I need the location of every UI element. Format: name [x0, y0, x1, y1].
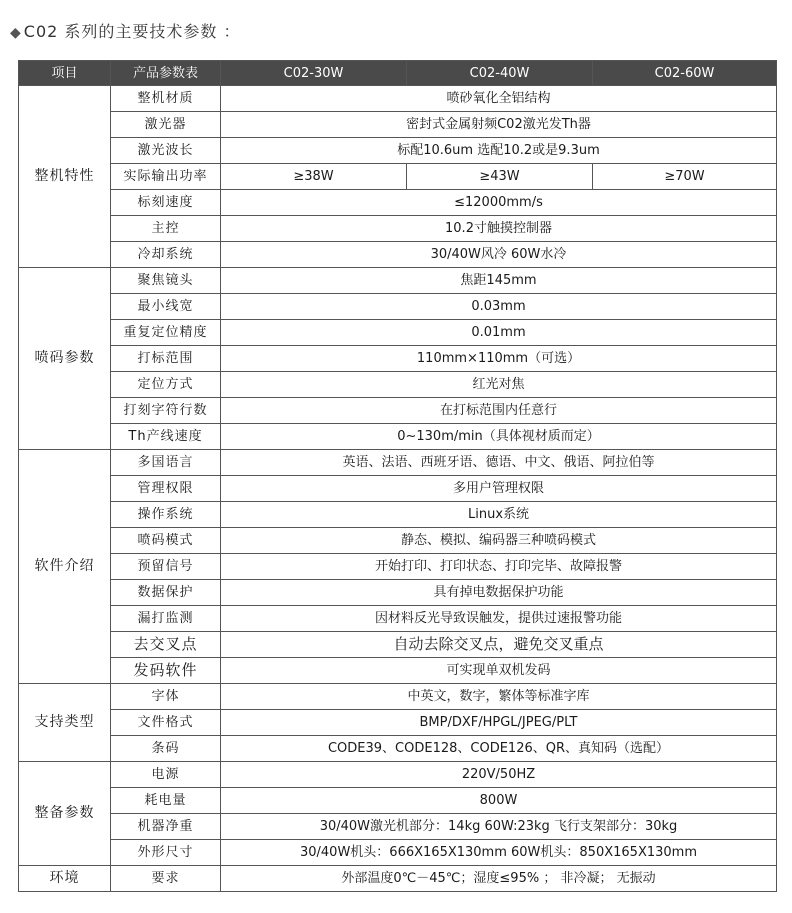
row-value: BMP/DXF/HPGL/JPEG/PLT — [221, 710, 777, 736]
row-value: 红光对焦 — [221, 372, 777, 398]
row-value: 密封式金属射频C02激光发Th器 — [221, 112, 777, 138]
row-label: 打标范围 — [111, 346, 221, 372]
row-value: 静态、模拟、编码器三种喷码模式 — [221, 528, 777, 554]
row-label: 聚焦镜头 — [111, 268, 221, 294]
row-value: 0~130m/min（具体视材质而定） — [221, 424, 777, 450]
row-value: 标配10.6um 选配10.2或是9.3um — [221, 138, 777, 164]
group-label: 支持类型 — [19, 684, 111, 762]
header-model-30w: C02-30W — [221, 61, 407, 86]
row-value: 英语、法语、西班牙语、德语、中文、俄语、阿拉伯等 — [221, 450, 777, 476]
title-text: C02 系列的主要技术参数 ： — [23, 22, 241, 41]
table-row — [19, 294, 777, 320]
group-label: 软件介绍 — [19, 450, 111, 684]
page-title — [10, 20, 241, 44]
row-value: 因材料反光导致误触发，提供过速报警功能 — [221, 606, 777, 632]
spec-table — [18, 60, 777, 892]
table-row — [19, 866, 777, 892]
row-value: 0.03mm — [221, 294, 777, 320]
table-row — [19, 528, 777, 554]
header-model-40w: C02-40W — [407, 61, 593, 86]
table-row — [19, 658, 777, 684]
row-label: 冷却系统 — [111, 242, 221, 268]
table-row — [19, 684, 777, 710]
table-row — [19, 112, 777, 138]
group-label: 整机特性 — [19, 86, 111, 268]
row-value: 外部温度0℃－45℃；湿度≤95% ； 非冷凝； 无振动 — [221, 866, 777, 892]
row-label: 字体 — [111, 684, 221, 710]
group-label: 喷码参数 — [19, 268, 111, 450]
group-label: 环境 — [19, 866, 111, 892]
row-label: 去交叉点 — [111, 632, 221, 658]
table-row — [19, 788, 777, 814]
row-label: 重复定位精度 — [111, 320, 221, 346]
row-label: 标刻速度 — [111, 190, 221, 216]
table-row — [19, 840, 777, 866]
diamond-bullet-icon: ◆ — [10, 25, 22, 41]
table-row — [19, 476, 777, 502]
row-value: 多用户管理权限 — [221, 476, 777, 502]
table-row — [19, 502, 777, 528]
table-row — [19, 138, 777, 164]
header-model-60w: C02-60W — [593, 61, 777, 86]
row-value: 220V/50HZ — [221, 762, 777, 788]
row-value: 30/40W激光机部分：14kg 60W:23kg 飞行支架部分：30kg — [221, 814, 777, 840]
row-label: 实际输出功率 — [111, 164, 221, 190]
row-label: 耗电量 — [111, 788, 221, 814]
row-label: 定位方式 — [111, 372, 221, 398]
row-value: 在打标范围内任意行 — [221, 398, 777, 424]
table-row — [19, 268, 777, 294]
row-value: 30/40W机头：666X165X130mm 60W机头：850X165X130mm — [221, 840, 777, 866]
row-label: 要求 — [111, 866, 221, 892]
group-label: 整备参数 — [19, 762, 111, 866]
row-label: 条码 — [111, 736, 221, 762]
row-label: 打刻字符行数 — [111, 398, 221, 424]
table-header-row — [19, 61, 777, 86]
row-label: 管理权限 — [111, 476, 221, 502]
row-value: 自动去除交叉点，避免交叉重点 — [221, 632, 777, 658]
row-label: 数据保护 — [111, 580, 221, 606]
row-label: 机器净重 — [111, 814, 221, 840]
table-row — [19, 736, 777, 762]
table-row — [19, 554, 777, 580]
row-value: 喷砂氧化全铝结构 — [221, 86, 777, 112]
row-label: 操作系统 — [111, 502, 221, 528]
table-row — [19, 606, 777, 632]
row-value: CODE39、CODE128、CODE126、QR、真知码（选配） — [221, 736, 777, 762]
row-value: 具有掉电数据保护功能 — [221, 580, 777, 606]
table-row — [19, 398, 777, 424]
table-row — [19, 346, 777, 372]
row-label: 喷码模式 — [111, 528, 221, 554]
row-value: 110mm×110mm（可选） — [221, 346, 777, 372]
row-value: 10.2寸触摸控制器 — [221, 216, 777, 242]
row-label: 漏打监测 — [111, 606, 221, 632]
table-row — [19, 242, 777, 268]
table-row — [19, 320, 777, 346]
row-label: Th产线速度 — [111, 424, 221, 450]
row-label: 电源 — [111, 762, 221, 788]
row-label: 外形尺寸 — [111, 840, 221, 866]
row-value: 800W — [221, 788, 777, 814]
table-row — [19, 424, 777, 450]
table-row — [19, 814, 777, 840]
row-label: 整机材质 — [111, 86, 221, 112]
header-item: 项目 — [19, 61, 111, 86]
row-label: 最小线宽 — [111, 294, 221, 320]
row-value-30w: ≥38W — [221, 164, 407, 190]
table-row — [19, 710, 777, 736]
table-row — [19, 450, 777, 476]
table-row — [19, 164, 777, 190]
table-row — [19, 632, 777, 658]
table-row — [19, 580, 777, 606]
row-value: Linux系统 — [221, 502, 777, 528]
row-value: 30/40W风冷 60W水冷 — [221, 242, 777, 268]
row-label: 多国语言 — [111, 450, 221, 476]
row-label: 预留信号 — [111, 554, 221, 580]
table-row — [19, 372, 777, 398]
row-label: 主控 — [111, 216, 221, 242]
row-value: 开始打印、打印状态、打印完毕、故障报警 — [221, 554, 777, 580]
row-label: 发码软件 — [111, 658, 221, 684]
row-value: ≤12000mm/s — [221, 190, 777, 216]
row-value: 焦距145mm — [221, 268, 777, 294]
row-value: 0.01mm — [221, 320, 777, 346]
table-row — [19, 216, 777, 242]
row-label: 文件格式 — [111, 710, 221, 736]
row-label: 激光波长 — [111, 138, 221, 164]
table-row — [19, 762, 777, 788]
row-value-60w: ≥70W — [593, 164, 777, 190]
row-value-40w: ≥43W — [407, 164, 593, 190]
row-label: 激光器 — [111, 112, 221, 138]
table-row — [19, 86, 777, 112]
row-value: 可实现单双机发码 — [221, 658, 777, 684]
table-row — [19, 190, 777, 216]
header-param-table: 产品参数表 — [111, 61, 221, 86]
row-value: 中英文，数字，繁体等标准字库 — [221, 684, 777, 710]
